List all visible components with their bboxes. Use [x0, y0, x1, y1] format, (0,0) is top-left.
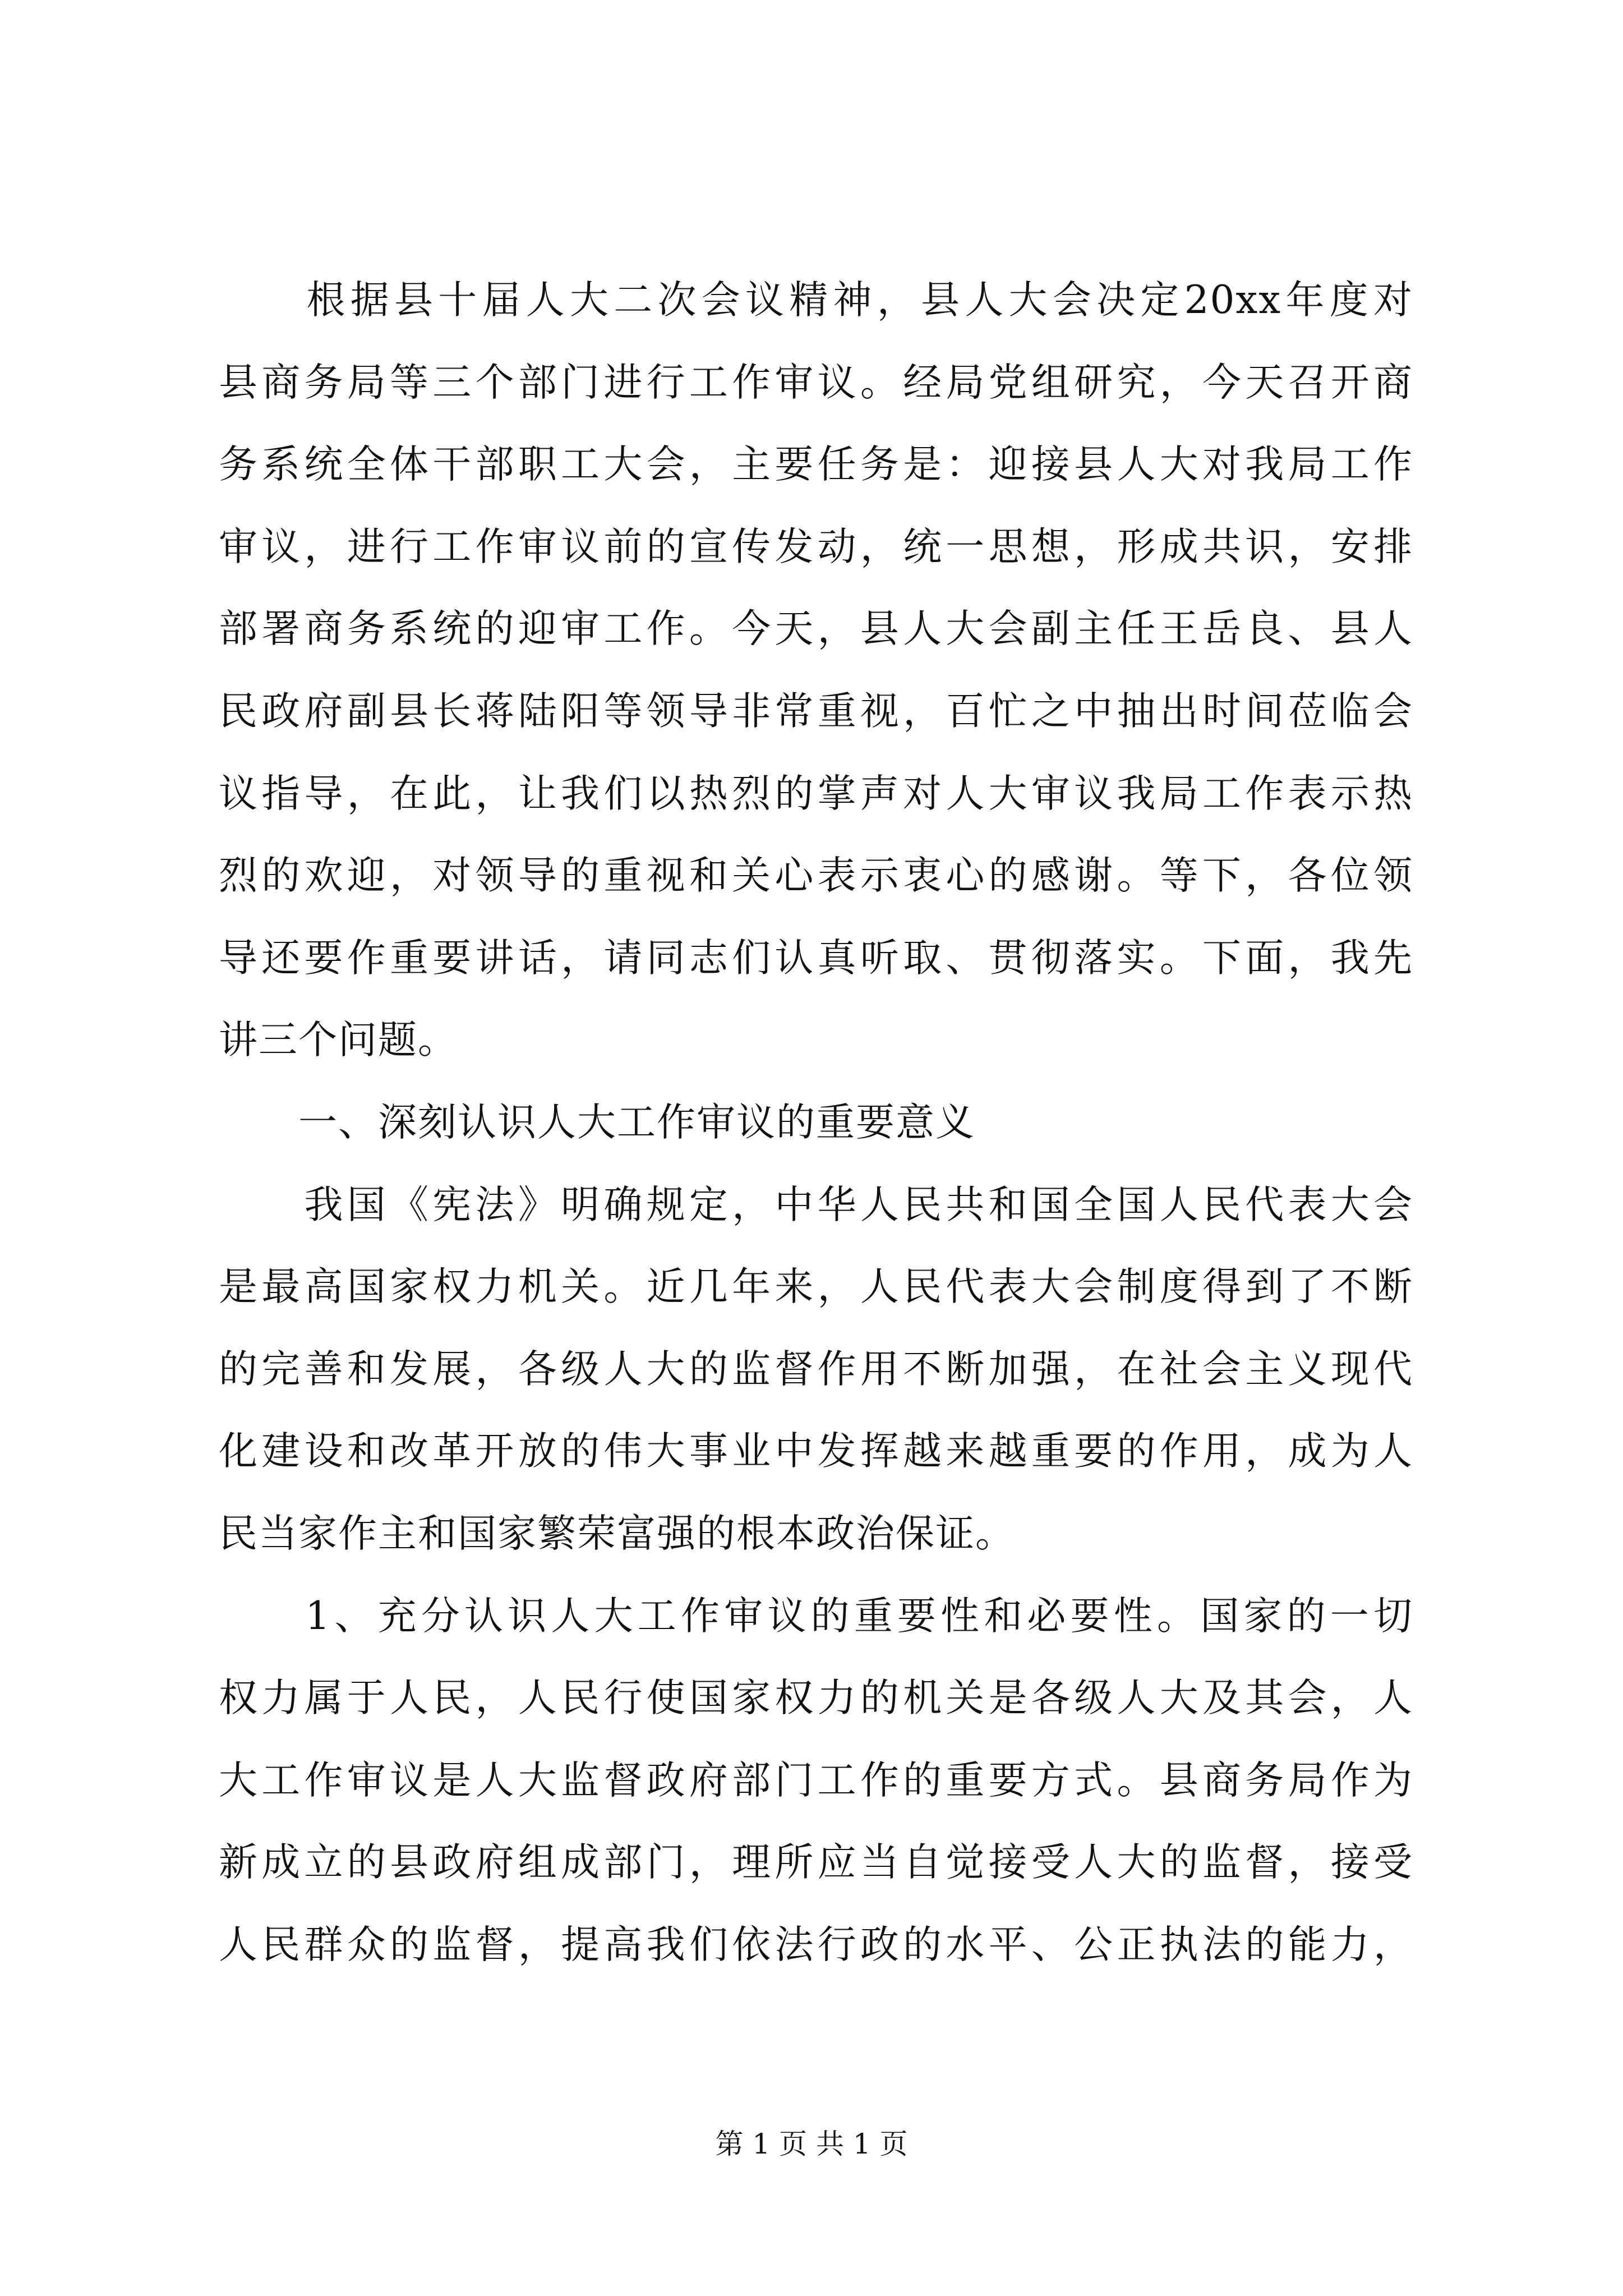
- text-line: 务系统全体干部职工大会，主要任务是：迎接县人大对我局工作: [219, 442, 1413, 487]
- text-line: 民政府副县长蒋陆阳等领导非常重视，百忙之中抽出时间莅临会: [219, 688, 1413, 734]
- text-line: 审议，进行工作审议前的宣传发动，统一思想，形成共识，安排: [219, 524, 1413, 569]
- text-line: 部署商务系统的迎审工作。今天，县人大会副主任王岳良、县人: [219, 606, 1413, 652]
- text-line: 新成立的县政府组成部门，理所应当自觉接受人大的监督，接受: [219, 1840, 1413, 1885]
- text-line: 化建设和改革开放的伟大事业中发挥越来越重要的作用，成为人: [219, 1429, 1413, 1474]
- text-line: 人民群众的监督，提高我们依法行政的水平、公正执法的能力，: [219, 1922, 1413, 1967]
- text-line: 权力属于人民，人民行使国家权力的机关是各级人大及其会，人: [219, 1676, 1413, 1721]
- text-line: 我国《宪法》明确规定，中华人民共和国全国人民代表大会: [219, 1182, 1413, 1227]
- text-line: 议指导，在此，让我们以热烈的掌声对人大审议我局工作表示热: [219, 771, 1413, 816]
- text-line: 1、充分认识人大工作审议的重要性和必要性。国家的一切: [219, 1593, 1413, 1639]
- text-line: 烈的欢迎，对领导的重视和关心表示衷心的感谢。等下，各位领: [219, 853, 1413, 899]
- text-line: 导还要作重要讲话，请同志们认真听取、贯彻落实。下面，我先: [219, 935, 1413, 981]
- text-line: 根据县十届人大二次会议精神，县人大会决定20xx年度对: [219, 278, 1413, 323]
- text-line: 的完善和发展，各级人大的监督作用不断加强，在社会主义现代: [219, 1346, 1413, 1392]
- page-footer: 第 1 页 共 1 页: [715, 2128, 908, 2160]
- body-text: [219, 259, 1413, 1986]
- section-heading: 一、深刻认识人大工作审议的重要意义: [219, 1099, 975, 1145]
- text-line: 民当家作主和国家繁荣富强的根本政治保证。: [219, 1511, 1015, 1556]
- text-line: 讲三个问题。: [219, 1018, 458, 1063]
- text-line: 是最高国家权力机关。近几年来，人民代表大会制度得到了不断: [219, 1264, 1413, 1310]
- text-line: 大工作审议是人大监督政府部门工作的重要方式。县商务局作为: [219, 1757, 1413, 1803]
- text-line: 县商务局等三个部门进行工作审议。经局党组研究，今天召开商: [219, 360, 1413, 405]
